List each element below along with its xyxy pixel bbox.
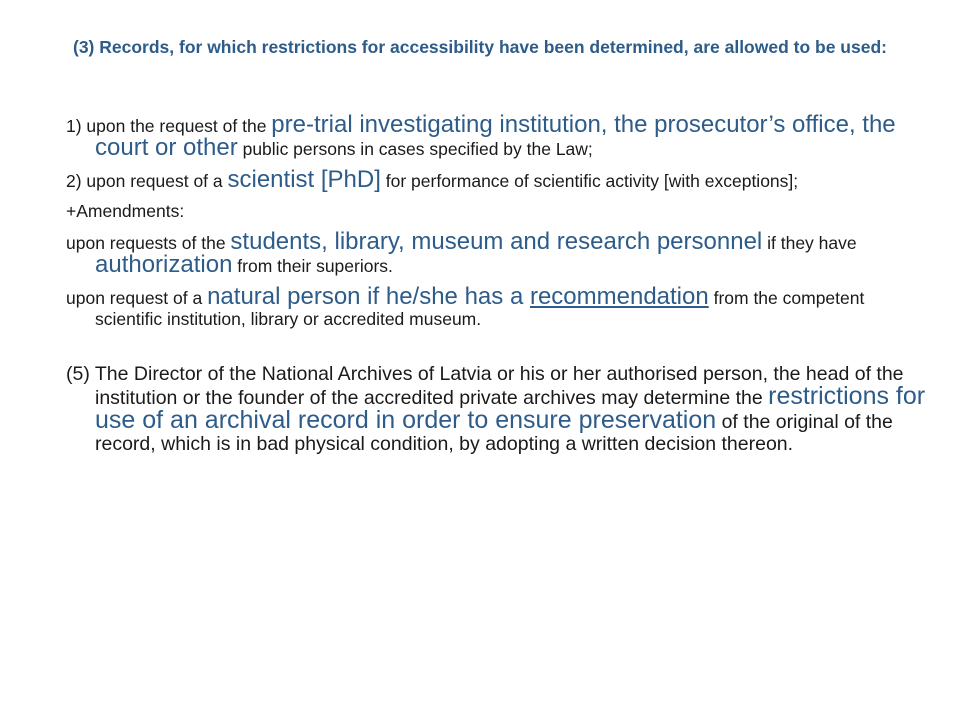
text-run: of the original of the record, which is in bad physical condition, by adopting a written decision thereon. xyxy=(95,411,893,455)
paragraph-amendments xyxy=(66,201,926,222)
text-run-emphasis: students, library, museum and research personnel xyxy=(230,228,763,255)
text-run: +Amendments: xyxy=(66,201,185,221)
text-run-underlined: recommendation xyxy=(529,283,709,310)
paragraph-4 xyxy=(66,283,926,330)
text-run-emphasis: authorization xyxy=(95,251,233,278)
spacer xyxy=(66,339,926,363)
text-run: from the competent scientific institution, library or accredited museum. xyxy=(95,288,865,329)
slide-body xyxy=(66,111,926,464)
text-run: (5) The Director of the National Archives of Latvia or his or her authorised person, the head of the institution or the founder of the accredited private archives may determine the xyxy=(66,363,904,409)
text-run: 1) upon the request of the xyxy=(66,116,272,136)
paragraph-3 xyxy=(66,228,926,278)
text-run-emphasis: scientist [PhD] xyxy=(227,166,381,193)
text-run: upon request of a xyxy=(66,288,208,308)
paragraph-2 xyxy=(66,166,926,193)
text-run-emphasis: natural person if he/she has a xyxy=(207,283,530,310)
slide-title: (3) Records, for which restrictions for accessibility have been determined, are allowed to be used: xyxy=(73,37,887,57)
text-run: from their superiors. xyxy=(232,256,393,276)
paragraph-1 xyxy=(66,111,926,161)
text-run: for performance of scientific activity [with exceptions]; xyxy=(380,171,799,191)
text-run: if they have xyxy=(762,233,857,253)
text-run: 2) upon request of a xyxy=(66,171,228,191)
text-run-emphasis: pre-trial investigating institution, the prosecutor’s office, the court or other xyxy=(95,111,896,161)
text-run-emphasis: restrictions for use of an archival record in order to ensure preservation xyxy=(95,382,926,434)
paragraph-5 xyxy=(66,363,926,455)
text-run: public persons in cases specified by the Law; xyxy=(237,139,593,159)
text-run: upon requests of the xyxy=(66,233,231,253)
